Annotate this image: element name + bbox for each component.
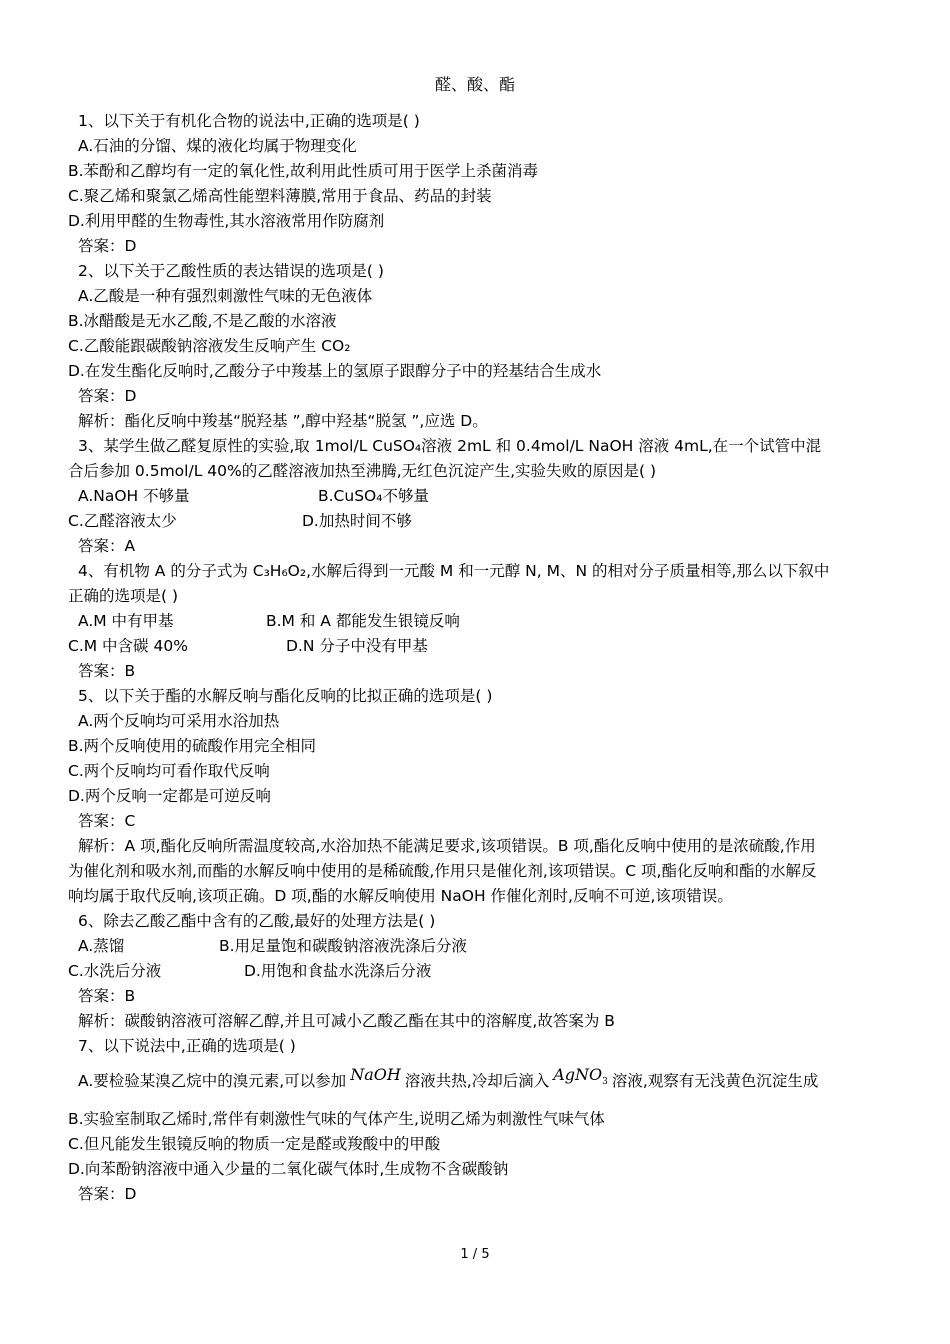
option-7c: C.但凡能发生银镜反响的物质一定是醛或羧酸中的甲酸 — [68, 1135, 441, 1153]
answer-2: 答案：D — [78, 387, 137, 405]
option-7b: B.实验室制取乙烯时,常伴有刺激性气味的气体产生,说明乙烯为刺激性气味气体 — [68, 1110, 605, 1128]
question-6: 6、除去乙酸乙酯中含有的乙酸,最好的处理方法是( ) — [78, 912, 436, 930]
option-2b: B.冰醋酸是无水乙酸,不是乙酸的水溶液 — [68, 312, 337, 330]
option-7a-text-3: 溶液,观察有无浅黄色沉淀生成 — [611, 1072, 819, 1090]
answer-5: 答案：C — [78, 812, 136, 830]
analysis-5-line1: 解析：A 项,酯化反响所需温度较高,水浴加热不能满足要求,该项错误。B 项,酯化反响中使用的是浓硫酸,作用 — [78, 837, 816, 855]
formula-naoh: NaOH — [350, 1065, 401, 1084]
option-5d: D.两个反响一定都是可逆反响 — [68, 787, 271, 805]
option-4d: D.N 分子中没有甲基 — [286, 637, 428, 655]
option-6c: C.水洗后分液 — [68, 962, 162, 980]
option-1a: A.石油的分馏、煤的液化均属于物理变化 — [78, 137, 357, 155]
option-7d: D.向苯酚钠溶液中通入少量的二氧化碳气体时,生成物不含碳酸钠 — [68, 1160, 509, 1178]
option-4c: C.M 中含碳 40% — [68, 637, 188, 655]
question-3-line1: 3、某学生做乙醛复原性的实验,取 1mol/L CuSO₄溶液 2mL 和 0.4mol/L NaOH 溶液 4mL,在一个试管中混 — [78, 437, 822, 455]
question-1: 1、以下关于有机化合物的说法中,正确的选项是( ) — [78, 112, 420, 130]
analysis-6: 解析：碳酸钠溶液可溶解乙醇,并且可减小乙酸乙酯在其中的溶解度,故答案为 B — [78, 1012, 615, 1030]
page-title: 醛、酸、酯 — [434, 75, 515, 94]
option-6d: D.用饱和食盐水洗涤后分液 — [244, 962, 432, 980]
question-4-line2: 正确的选项是( ) — [68, 587, 179, 605]
option-3b: B.CuSO₄不够量 — [318, 487, 429, 505]
option-1b: B.苯酚和乙醇均有一定的氧化性,故利用此性质可用于医学上杀菌消毒 — [68, 162, 538, 180]
option-2d: D.在发生酯化反响时,乙酸分子中羧基上的氢原子跟醇分子中的羟基结合生成水 — [68, 362, 602, 380]
answer-4: 答案：B — [78, 662, 136, 680]
option-7a-text-2: 溶液共热,冷却后滴入 — [404, 1072, 550, 1090]
question-5: 5、以下关于酯的水解反响与酯化反响的比拟正确的选项是( ) — [78, 687, 493, 705]
question-7: 7、以下说法中,正确的选项是( ) — [78, 1037, 296, 1055]
question-3-line2: 合后参加 0.5mol/L 40%的乙醛溶液加热至沸腾,无红色沉淀产生,实验失败的原因是( ) — [68, 462, 657, 480]
answer-7: 答案：D — [78, 1185, 137, 1203]
analysis-2: 解析：酯化反响中羧基“脱羟基 ”,醇中羟基“脱氢 ”,应选 D。 — [78, 412, 488, 430]
analysis-5-line3: 响均属于取代反响,该项正确。D 项,酯的水解反响使用 NaOH 作催化剂时,反响不可逆,该项错误。 — [68, 887, 733, 905]
option-2c: C.乙酸能跟碳酸钠溶液发生反响产生 CO₂ — [68, 337, 351, 355]
question-4-line1: 4、有机物 A 的分子式为 C₃H₆O₂,水解后得到一元酸 M 和一元醇 N, M、N 的相对分子质量相等,那么以下叙中 — [78, 562, 830, 580]
option-5b: B.两个反响使用的硫酸作用完全相同 — [68, 737, 317, 755]
option-1d: D.利用甲醛的生物毒性,其水溶液常用作防腐剂 — [68, 212, 385, 230]
option-3c: C.乙醛溶液太少 — [68, 512, 177, 530]
option-7a — [68, 1065, 819, 1099]
option-3a: A.NaOH 不够量 — [78, 487, 190, 505]
answer-3: 答案：A — [78, 537, 136, 555]
option-7a-text-1: A.要检验某溴乙烷中的溴元素,可以参加 — [78, 1072, 347, 1090]
answer-6: 答案：B — [78, 987, 136, 1005]
option-5c: C.两个反响均可看作取代反响 — [68, 762, 270, 780]
option-2a: A.乙酸是一种有强烈刺激性气味的无色液体 — [78, 287, 373, 305]
formula-agno3: AgNO$_3$ — [553, 1065, 608, 1088]
option-3d: D.加热时间不够 — [302, 512, 412, 530]
option-6b: B.用足量饱和碳酸钠溶液洗涤后分液 — [219, 937, 468, 955]
question-2: 2、以下关于乙酸性质的表达错误的选项是( ) — [78, 262, 384, 280]
option-1c: C.聚乙烯和聚氯乙烯高性能塑料薄膜,常用于食品、药品的封装 — [68, 187, 492, 205]
analysis-5-line2: 为催化剂和吸水剂,而酯的水解反响中使用的是稀硫酸,作用只是催化剂,该项错误。C 项,酯化反响和酯的水解反 — [68, 862, 817, 880]
option-4b: B.M 和 A 都能发生银镜反响 — [266, 612, 460, 630]
option-6a: A.蒸馏 — [78, 937, 125, 955]
option-4a: A.M 中有甲基 — [78, 612, 174, 630]
option-5a: A.两个反响均可采用水浴加热 — [78, 712, 280, 730]
answer-1: 答案：D — [78, 237, 137, 255]
page-number: 1 / 5 — [460, 1247, 490, 1262]
